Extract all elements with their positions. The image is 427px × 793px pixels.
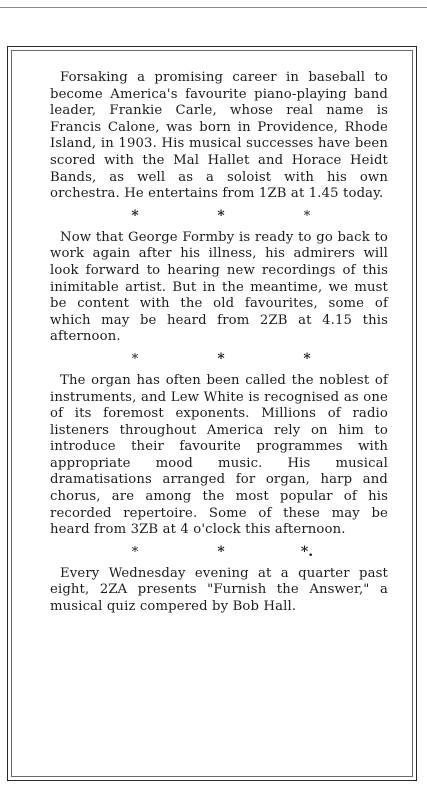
asterisk: * <box>217 543 225 560</box>
paragraph-frankie-carle: Forsaking a promising career in baseball to become America's favourite piano-playing band leader, Frankie Carle, whose real name is Francis Calone, was born in Providence, Rhode Island, in 1903. His musical successes have been scored with the Mal Hallet and Horace Heidt Bands, as well as a soloist with his own orchestra. He entertains from 1ZB at 1.45 today. <box>50 70 388 202</box>
separator-1 <box>50 203 388 230</box>
asterisk: * <box>131 544 139 560</box>
paragraph-george-formby: Now that George Formby is ready to go back to work again after his illness, his admirers will look forward to hearing new recordings of this inimitable artist. But in the meantime, we must be content with the old favourites, some of which may be heard from 2ZB at 4.15 this afternoon. <box>50 229 388 345</box>
asterisk: * <box>217 350 225 367</box>
asterisk: * <box>131 207 139 224</box>
paragraph-lew-white: The organ has often been called the noblest of instruments, and Lew White is recognised as one of its foremost exponents. Millions of radio listeners throughout America rely on him to introduce their favourite programmes with appropriate mood music. His musical dramatisations arranged for organ, harp and chorus, are among the most popular of his recorded repertoire. Some of these may be heard from 3ZB at 4 o'clock this afternoon. <box>50 372 388 538</box>
asterisk: * <box>131 351 139 367</box>
asterisk: * <box>303 350 311 367</box>
article-text <box>50 70 388 616</box>
asterisk: *. <box>300 543 314 560</box>
top-rule <box>0 7 427 8</box>
asterisk: * <box>217 207 225 224</box>
separator-2 <box>50 346 388 373</box>
asterisk: * <box>303 208 311 224</box>
separator-3 <box>50 539 388 566</box>
paragraph-furnish-the-answer: Every Wednesday evening at a quarter past eight, 2ZA presents "Furnish the Answer," a musical quiz compered by Bob Hall. <box>50 565 388 615</box>
